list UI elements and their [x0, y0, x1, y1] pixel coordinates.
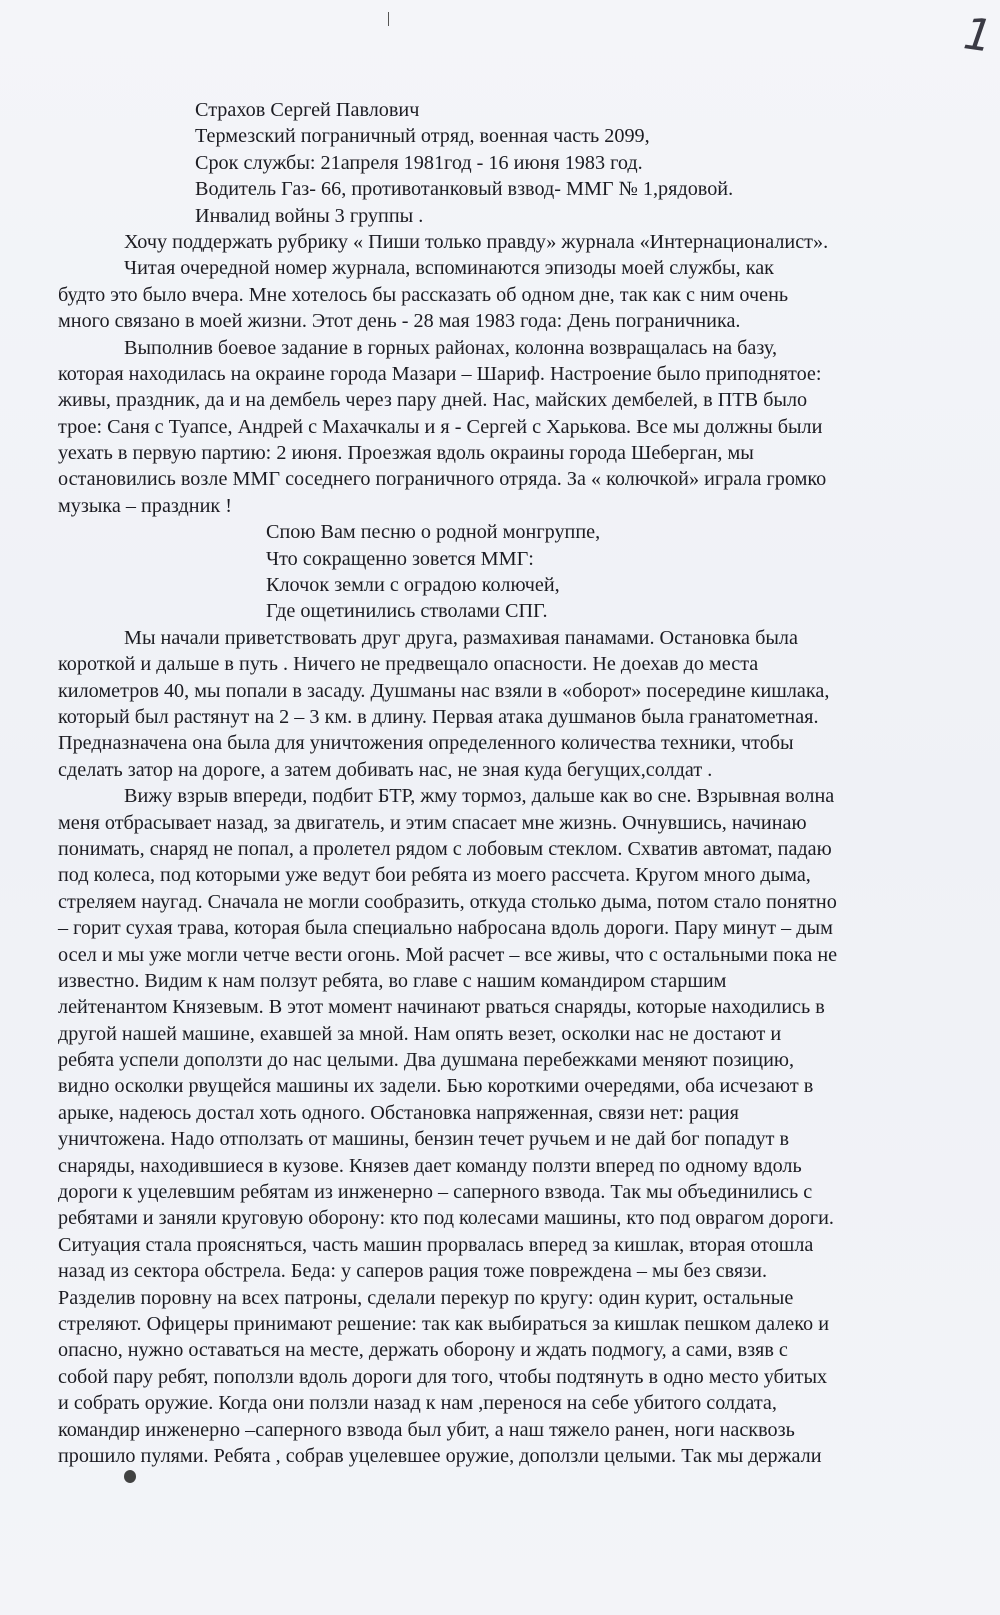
verse-line: Что сокращенно зовется ММГ:: [266, 547, 534, 570]
text-line: прошило пулями. Ребята , собрав уцелевшее оружие, доползли целыми. Так мы держали: [58, 1444, 822, 1467]
disability-status: Инвалид войны 3 группы .: [195, 204, 424, 227]
text-line: дороги к уцелевшим ребятам из инженерно – саперного взвода. Так мы объединились с: [58, 1181, 813, 1204]
text-line: собой пару ребят, поползли вдоль дороги для того, чтобы подтянуть в одно место убитых: [58, 1365, 828, 1388]
text-line: уехать в первую партию: 2 июня. Проезжая вдоль окраины города Шеберган, мы: [58, 442, 754, 465]
text-line: живы, праздник, да и на дембель через пару дней. Нас, майских дембелей, в ПТВ было: [58, 389, 808, 412]
page-number: 1: [960, 8, 996, 63]
text-line: другой нашей машине, ехавшей за мной. Нам опять везет, осколки нас не достают и: [58, 1022, 782, 1045]
text-line: известно. Видим к нам ползут ребята, во главе с нашим командиром старшим: [58, 969, 727, 992]
text-line: музыка – праздник !: [58, 494, 232, 517]
ink-blot: [124, 1470, 136, 1483]
text-line: остановились возле ММГ соседнего пограничного отряда. За « колючкой» играла громко: [58, 468, 827, 491]
text-line: Ситуация стала проясняться, часть машин прорвалась вперед за кишлак, вторая отошла: [58, 1233, 814, 1256]
text-line: будто это было вчера. Мне хотелось бы рассказать об одном дне, так как с ним очень: [58, 283, 789, 306]
text-line: осел и мы уже могли четче вести огонь. Мой расчет – все живы, что с остальными пока не: [58, 943, 838, 966]
document-body: [58, 97, 968, 1469]
text-line: меня отбрасывает назад, за двигатель, и этим спасает мне жизнь. Очнувшись, начинаю: [58, 811, 807, 834]
text-line: снаряды, находившиеся в кузове. Князев дает команду ползти вперед по одному вдоль: [58, 1154, 802, 1177]
author-unit: Термезский пограничный отряд, военная часть 2099,: [195, 125, 650, 148]
text-line: стреляем наугад. Сначала не могли сообразить, откуда столько дыма, потом стало понятно: [58, 890, 837, 913]
text-line: назад из сектора обстрела. Беда: у саперов рация тоже повреждена – мы без связи.: [58, 1260, 768, 1283]
text-line: понимать, снаряд не попал, а пролетел рядом с лобовым стеклом. Схватив автомат, падаю: [58, 837, 832, 860]
verse-line: Где ощетинились стволами СПГ.: [266, 600, 548, 623]
text-line: которая находилась на окраине города Мазари – Шариф. Настроение было приподнятое:: [58, 362, 822, 385]
text-line: сделать затор на дороге, а затем добивать нас, не зная куда бегущих,солдат .: [58, 758, 713, 781]
text-line: ребятами и заняли круговую оборону: кто под колесами машины, кто под оврагом дороги.: [58, 1207, 834, 1230]
text-line: Читая очередной номер журнала, вспоминаются эпизоды моей службы, как: [124, 257, 774, 280]
text-line: Разделив поровну на всех патроны, сделали перекур по кругу: один курит, остальные: [58, 1286, 794, 1309]
service-period: Срок службы: 21апреля 1981год - 16 июня 1983 год.: [195, 151, 643, 174]
paragraph-intro: [58, 229, 968, 255]
paragraph-mission: [58, 335, 968, 520]
text-line: Мы начали приветствовать друг друга, размахивая панамами. Остановка была: [124, 626, 798, 649]
text-line: и собрать оружие. Когда они ползли назад к нам ,перенося на себе убитого солдата,: [58, 1392, 777, 1415]
text-line: стреляют. Офицеры принимают решение: так как выбираться за кишлак пешком далеко и: [58, 1312, 829, 1335]
scan-mark: [388, 12, 389, 26]
text-line: командир инженерно –саперного взвода был убит, а наш тяжело ранен, ноги насквозь: [58, 1418, 795, 1441]
text-line: – горит сухая трава, которая была специально набросана вдоль дороги. Пару минут – дым: [58, 917, 833, 940]
paragraph-ambush: [58, 625, 968, 783]
text-line: ребята успели доползти до нас целыми. Два душмана перебежками меняют позицию,: [58, 1049, 794, 1072]
text-line: который был растянут на 2 – 3 км. в длину. Первая атака душманов была гранатометная.: [58, 705, 819, 728]
text-line: трое: Саня с Туапсе, Андрей с Махачкалы и я - Сергей с Харькова. Все мы должны были: [58, 415, 823, 438]
text-line: короткой и дальше в путь . Ничего не предвещало опасности. Не доехав до места: [58, 653, 759, 676]
author-header: [58, 97, 968, 229]
text-line: опасно, нужно оставаться на месте, держать оборону и ждать подмогу, а сами, взяв с: [58, 1339, 788, 1362]
author-position: Водитель Газ- 66, противотанковый взвод- ММГ № 1,рядовой.: [195, 178, 734, 201]
paragraph-memory: [58, 255, 968, 334]
text-line: километров 40, мы попали в засаду. Душманы нас взяли в «оборот» посередине кишлака,: [58, 679, 830, 702]
text-line: Выполнив боевое задание в горных районах, колонна возвращалась на базу,: [124, 336, 778, 359]
text-line: Хочу поддержать рубрику « Пиши только правду» журнала «Интернационалист».: [124, 230, 829, 253]
text-line: Вижу взрыв впереди, подбит БТР, жму тормоз, дальше как во сне. Взрывная волна: [124, 785, 835, 808]
paragraph-battle: [58, 783, 968, 1469]
text-line: под колеса, под которыми уже ведут бои ребята из моего рассчета. Кругом много дыма,: [58, 864, 811, 887]
text-line: арыке, надеюсь достал хоть одного. Обстановка напряженная, связи нет: рация: [58, 1101, 739, 1124]
verse-line: Клочок земли с оградою колючей,: [266, 574, 560, 597]
text-line: Предназначена она была для уничтожения определенного количества техники, чтобы: [58, 732, 794, 755]
text-line: много связано в моей жизни. Этот день - 28 мая 1983 года: День пограничника.: [58, 310, 741, 333]
verse-line: Спою Вам песню о родной монгруппе,: [266, 521, 601, 544]
text-line: видно осколки рвущейся машины их задели. Бью короткими очередями, оба исчезают в: [58, 1075, 814, 1098]
text-line: лейтенантом Князевым. В этот момент начинают рваться снаряды, которые находились в: [58, 996, 825, 1019]
text-line: уничтожена. Надо отползать от машины, бензин течет ручьем и не дай бог попадут в: [58, 1128, 789, 1151]
author-name: Страхов Сергей Павлович: [195, 99, 420, 121]
song-verse: [58, 519, 968, 625]
